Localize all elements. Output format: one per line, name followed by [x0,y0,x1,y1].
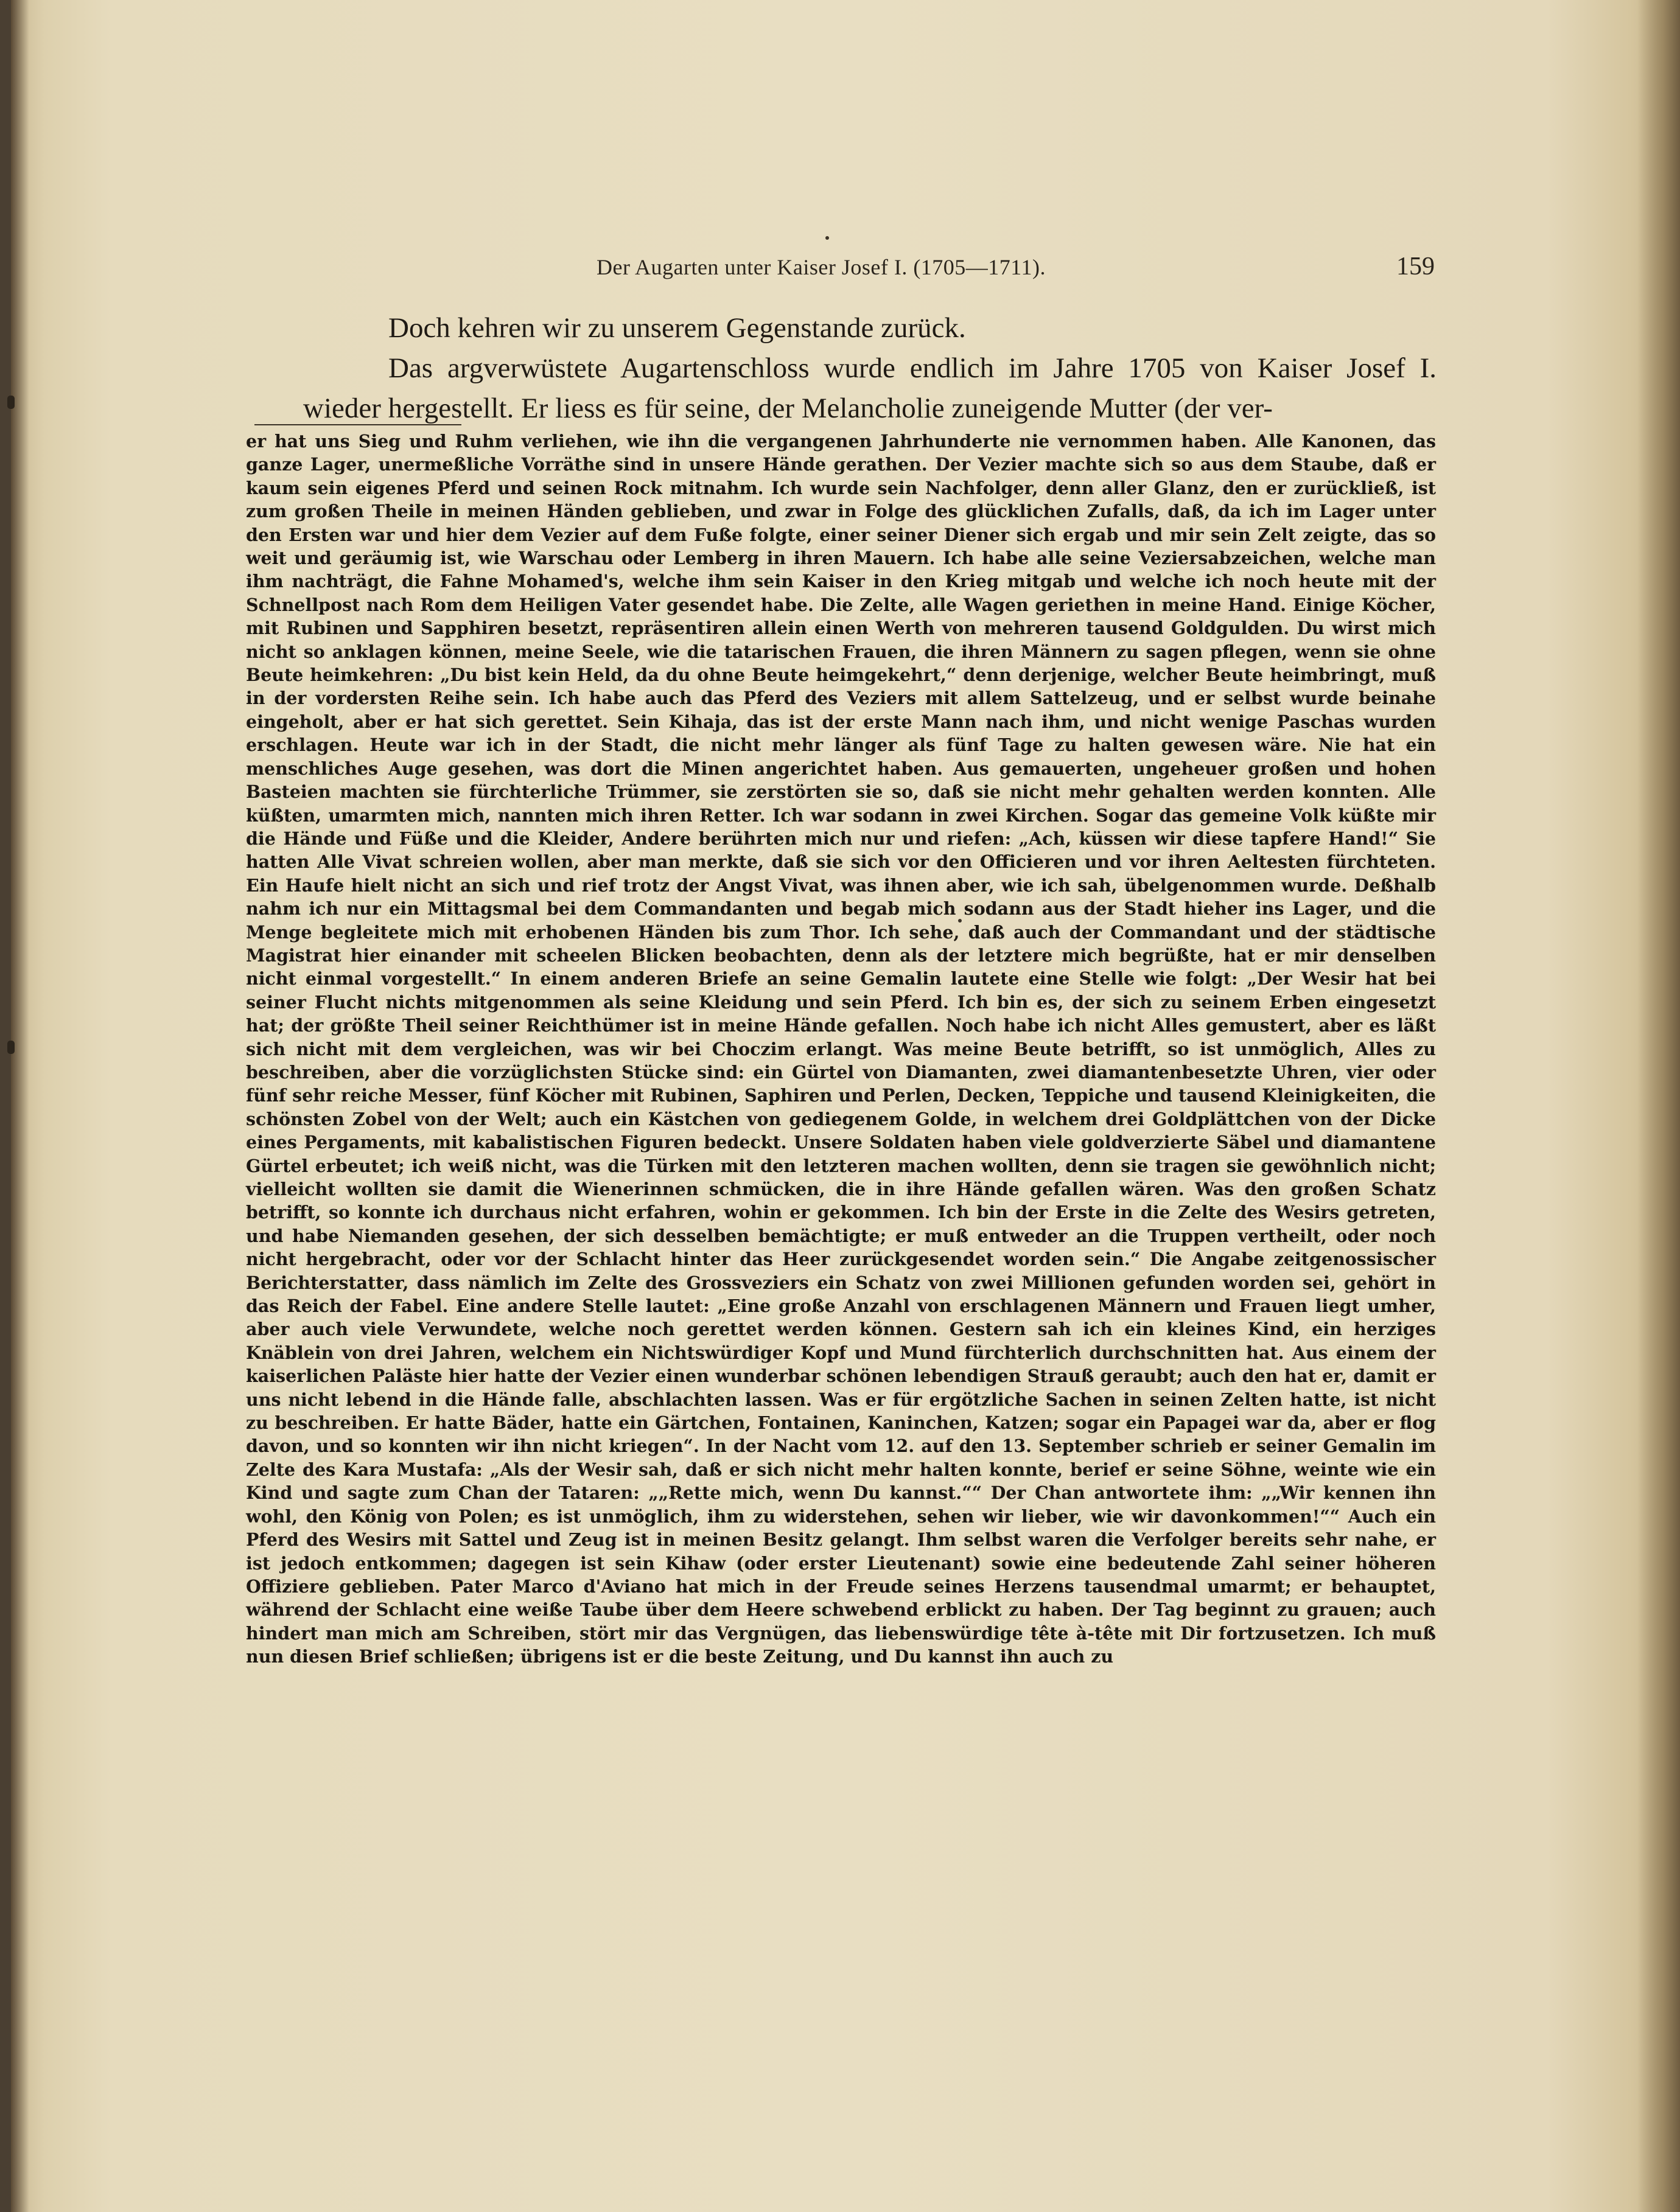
footnote-rule [254,424,461,425]
footnote-text: er hat uns Sieg und Ruhm verliehen, wie ihn die vergangenen Jahrhunderte nie vernommen haben. Alle Kanonen, das ganze Lager, unermeßliche Vorräthe sind in unsere Hände gerathen. Der Vezier machte sich so aus dem Staube, daß er kaum sein eigenes Pferd und seinen Rock mitnahm. Ich wurde sein Nachfolger, denn aller Glanz, den er zurückließ, ist zum großen Theile in meinen Händen geblieben, und zwar in Folge des glücklichen Zufalls, daß, da ich im Lager unter den Ersten war und hier dem Vezier auf dem Fuße folgte, einer seiner Diener sich ergab und mir sein Zelt zeigte, das so weit und geräumig ist, wie Warschau oder Lemberg in ihren Mauern. Ich habe alle seine Veziersabzeichen, welche man ihm nachträgt, die Fahne Mohamed's, welche ihm sein Kaiser in den Krieg mitgab und welche ich noch heute mit der Schnellpost nach Rom dem Heiligen Vater gesendet habe. Die Zelte, alle Wagen geriethen in meine Hand. Einige Köcher, mit Rubinen und Sapphiren besetzt, repräsentiren allein einen Werth von mehreren tausend Goldgulden. Du wirst mich nicht so anklagen können, meine Seele, wie die tatarischen Frauen, die ihren Männern zu sagen pflegen, wenn sie ohne Beute heimkehren: „Du bist kein Held, da du ohne Beute heimgekehrt,“ denn derjenige, welcher Beute heimbringt, muß in der vordersten Reihe sein. Ich habe auch das Pferd des Veziers mit allem Sattelzeug, und er selbst wurde beinahe eingeholt, aber er hat sich gerettet. Sein Kihaja, das ist der erste Mann nach ihm, und nicht wenige Paschas wurden erschlagen. Heute war ich in der Stadt, die nicht mehr länger als fünf Tage zu halten gewesen wäre. Nie hat ein menschliches Auge gesehen, was dort die Minen angerichtet haben. Aus gemauerten, ungeheuer großen und hohen Basteien machten sie fürchterliche Trümmer, sie zerstörten sie so, daß sie nicht mehr gehalten werden konnten. Alle küßten, umarmten mich, nannten mich ihren Retter. Ich war sodann in zwei Kirchen. Sogar das gemeine Volk küßte mir die Hände und Füße und die Kleider, Andere berührten mich nur und riefen: „Ach, küssen wir diese tapfere Hand!“ Sie hatten Alle Vivat schreien wollen, aber man merkte, daß sie sich vor den Officieren und vor ihren Aeltesten fürchteten. Ein Haufe hielt nicht an sich und rief trotz der Angst Vivat, was ihnen aber, wie ich sah, übelgenommen wurde. Deßhalb nahm ich nur ein Mittagsmal bei dem Commandanten und begab mich sodann aus der Stadt hieher ins Lager, und die Menge begleitete mich mit erhobenen Händen bis zum Thor. Ich sehe, daß auch der Commandant und der städtische Magistrat hier einander mit scheelen Blicken beobachten, denn als der letztere mich begrüßte, hat er mir denselben nicht einmal vorgestellt.“ In einem anderen Briefe an seine Gemalin lautete eine Stelle wie folgt: „Der Wesir hat bei seiner Flucht nichts mitgenommen als seine Kleidung und sein Pferd. Ich bin es, der sich zu seinem Erben eingesetzt hat; der größte Theil seiner Reichthümer ist in meine Hände gefallen. Noch habe ich nicht Alles gemustert, aber es läßt sich nicht mit dem vergleichen, was wir bei Choczim erlangt. Was meine Beute betrifft, so ist unmöglich, Alles zu beschreiben, aber die vorzüglichsten Stücke sind: ein Gürtel von Diamanten, zwei diamantenbesetzte Uhren, vier oder fünf sehr reiche Messer, fünf Köcher mit Rubinen, Saphiren und Perlen, Decken, Teppiche und tausend Kleinigkeiten, die schönsten Zobel von der Welt; auch ein Kästchen von gediegenem Golde, in welchem drei Goldplättchen von der Dicke eines Pergaments, mit kabalistischen Figuren bedeckt. Unsere Soldaten haben viele goldverzierte Säbel und diamantene Gürtel erbeutet; ich weiß nicht, was die Türken mit den letzteren machen wollten, denn sie tragen sie gewöhnlich nicht; vielleicht wollten sie damit die Wienerinnen schmücken, die in ihre Hände gefallen wären. Was den großen Schatz betrifft, so konnte ich durchaus nicht erfahren, wohin er gekommen. Ich bin der Erste in die Zelte des Wesirs getreten, und habe Niemanden gesehen, der sich desselben bemächtigte; er muß entweder an die Truppen vertheilt, oder noch nicht hergebracht, oder vor der Schlacht hinter das Heer zurückgesendet worden sein.“ Die Angabe zeitgenossischer Berichterstatter, dass nämlich im Zelte des Grossveziers ein Schatz von zwei Millionen gefunden worden sei, gehört in das Reich der Fabel. Eine andere Stelle lautet: „Eine große Anzahl von erschlagenen Männern und Frauen liegt umher, aber auch viele Verwundete, welche noch gerettet werden können. Gestern sah ich ein kleines Kind, ein herziges Knäblein von drei Jahren, welchem ein Nichtswürdiger Kopf und Mund fürchterlich durchschnitten hat. Aus einem der kaiserlichen Paläste hier hatte der Vezier einen wunderbar schönen lebendigen Strauß geraubt; auch den hat er, damit er uns nicht lebend in die Hände falle, abschlachten lassen. Was er für ergötzliche Sachen in seinen Zelten hatte, ist nicht zu beschreiben. Er hatte Bäder, hatte ein Gärtchen, Fontainen, Kaninchen, Katzen; sogar ein Papagei war da, aber er flog davon, und so konnten wir ihn nicht kriegen“. In der Nacht vom 12. auf den 13. September schrieb er seiner Gemalin im Zelte des Kara Mustafa: „Als der Wesir sah, daß er sich nicht mehr halten konnte, berief er seine Söhne, weinte wie ein Kind und sagte zum Chan der Tataren: „„Rette mich, wenn Du kannst.““ Der Chan antwortete ihm: „„Wir kennen ihn wohl, den König von Polen; es ist unmöglich, ihm zu widerstehen, sehen wir lieber, wie wir davonkommen!““ Auch ein Pferd des Wesirs mit Sattel und Zeug ist in meinen Besitz gelangt. Ihm selbst waren die Verfolger bereits sehr nahe, er ist jedoch entkommen; dagegen ist sein Kihaw (oder erster Lieutenant) sowie eine bedeutende Zahl seiner höheren Offiziere geblieben. Pater Marco d'Aviano hat mich in der Freude seines Herzens tausendmal umarmt; er behauptet, während der Schlacht eine weiße Taube über dem Heere schwebend erblickt zu haben. Der Tag beginnt zu grauen; auch hindert man mich am Schreiben, stört mir das Vergnügen, das liebenswürdige tête à-tête mit Dir fortzusetzen. Ich muß nun diesen Brief schließen; übrigens ist er die beste Zeitung, und Du kannst ihn auch zu [246,431,1436,1667]
page-number: 159 [1396,253,1435,281]
binding-hole [7,396,15,409]
page-right-edge [1637,0,1680,2212]
paragraph: Doch kehren wir zu unserem Gegenstande zurück. [388,312,966,344]
page-gutter-shadow [11,0,29,2212]
main-text [303,308,1437,428]
book-page [11,0,1680,2212]
speck [825,236,829,240]
binding-hole [7,1041,15,1054]
running-header: Der Augarten unter Kaiser Josef I. (1705—1711). [597,255,1046,279]
paragraph: Das argverwüstete Augartenschloss wurde endlich im Jahre 1705 von Kaiser Josef I. wieder hergestellt. Er liess es für seine, der Melancholie zuneigende Mutter (der ver- [303,352,1437,424]
